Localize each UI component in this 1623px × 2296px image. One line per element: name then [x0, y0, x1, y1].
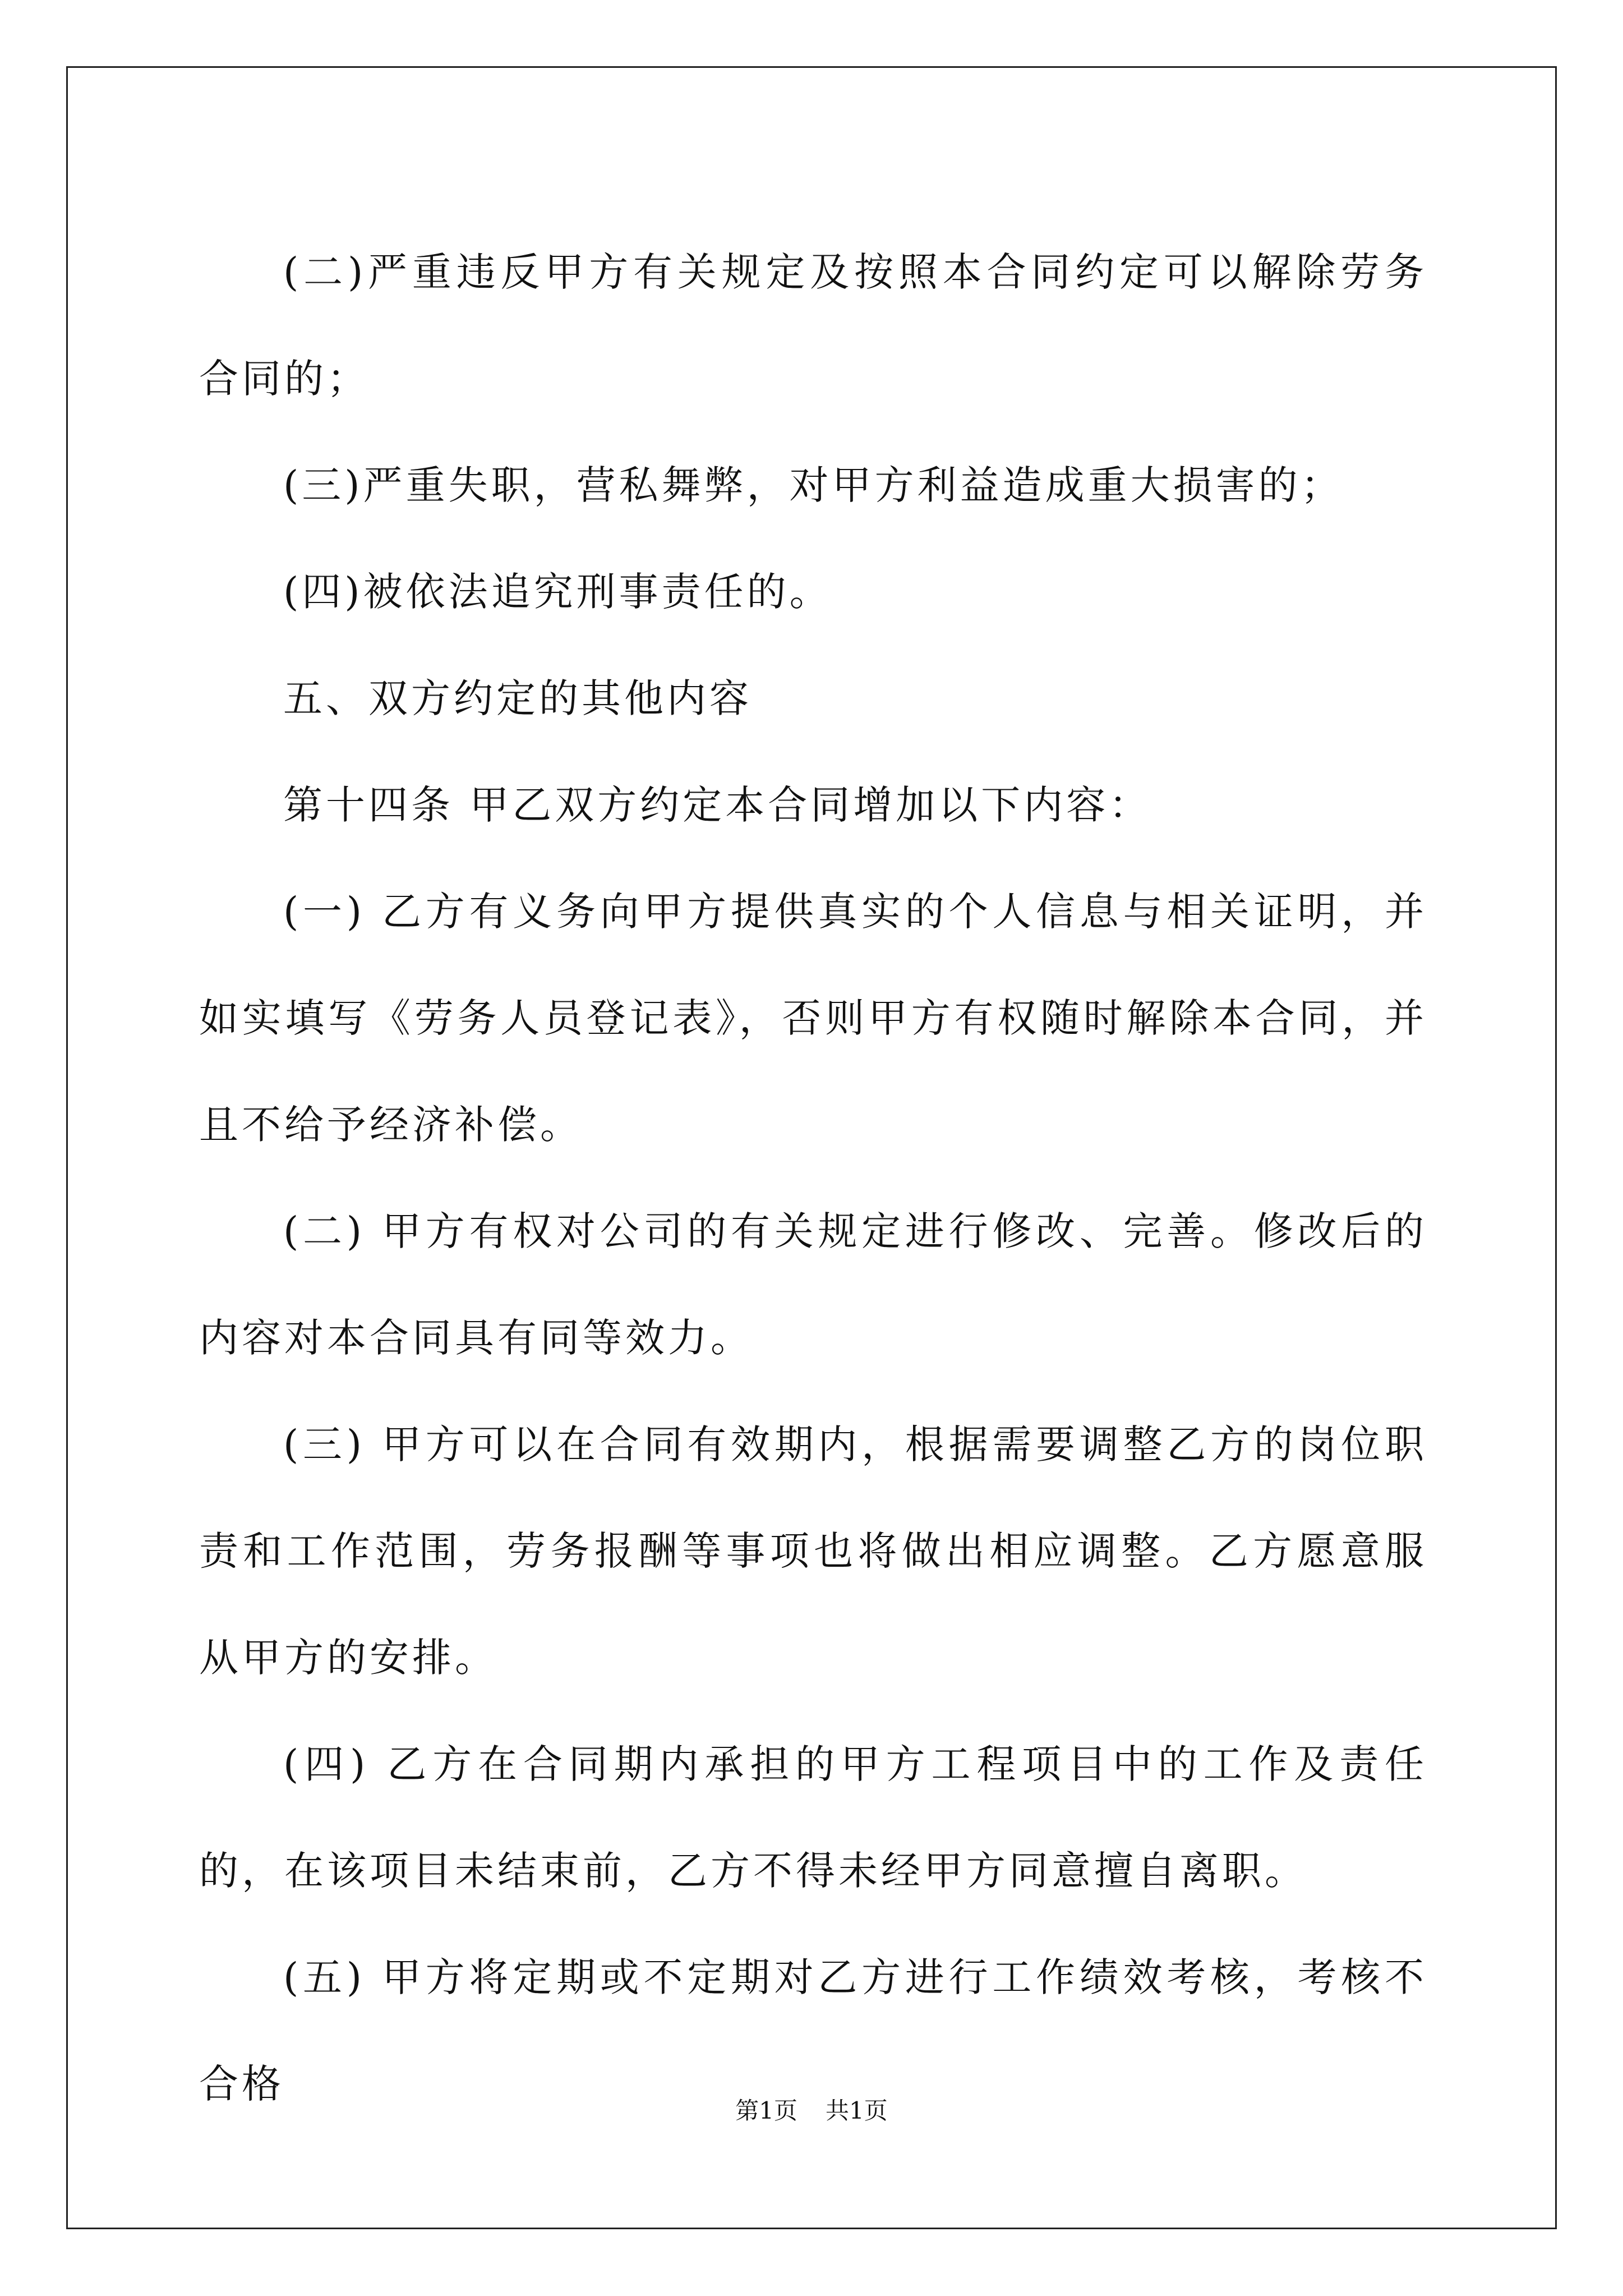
paragraph-clause-4: (四)被依法追究刑事责任的。 — [283, 569, 832, 615]
page-number: 第1页 — [735, 2097, 797, 2124]
paragraph-clause-2: (二)严重违反甲方有关规定及按照本合同约定可以解除劳务合同的； — [199, 249, 1427, 402]
paragraph-item-1: (一) 乙方有义务向甲方提供真实的个人信息与相关证明，并如实填写《劳务人员登记表》，否则甲方有权随时解除本合同，并且不给予经济补偿。 — [199, 889, 1427, 1148]
paragraph-item-4: (四) 乙方在合同期内承担的甲方工程项目中的工作及责任的，在该项目未结束前，乙方不得未经甲方同意擅自离职。 — [199, 1741, 1427, 1894]
section-heading-5: 五、双方约定的其他内容 — [283, 675, 752, 721]
article-14-heading: 第十四条 甲乙双方约定本合同增加以下内容： — [283, 782, 1152, 828]
paragraph-item-3: (三) 甲方可以在合同有效期内，根据需要调整乙方的岗位职责和工作范围，劳务报酬等事项也将做出相应调整。乙方愿意服从甲方的安排。 — [199, 1421, 1427, 1681]
page-footer — [0, 2097, 1623, 2125]
paragraph-item-5: (五) 甲方将定期或不定期对乙方进行工作绩效考核，考核不合格 — [199, 1954, 1427, 2107]
document-body — [199, 219, 1427, 2137]
page-total: 共1页 — [826, 2097, 888, 2124]
paragraph-clause-3: (三)严重失职，营私舞弊，对甲方利益造成重大损害的； — [283, 462, 1344, 508]
paragraph-item-2: (二) 甲方有权对公司的有关规定进行修改、完善。修改后的内容对本合同具有同等效力。 — [199, 1208, 1427, 1361]
